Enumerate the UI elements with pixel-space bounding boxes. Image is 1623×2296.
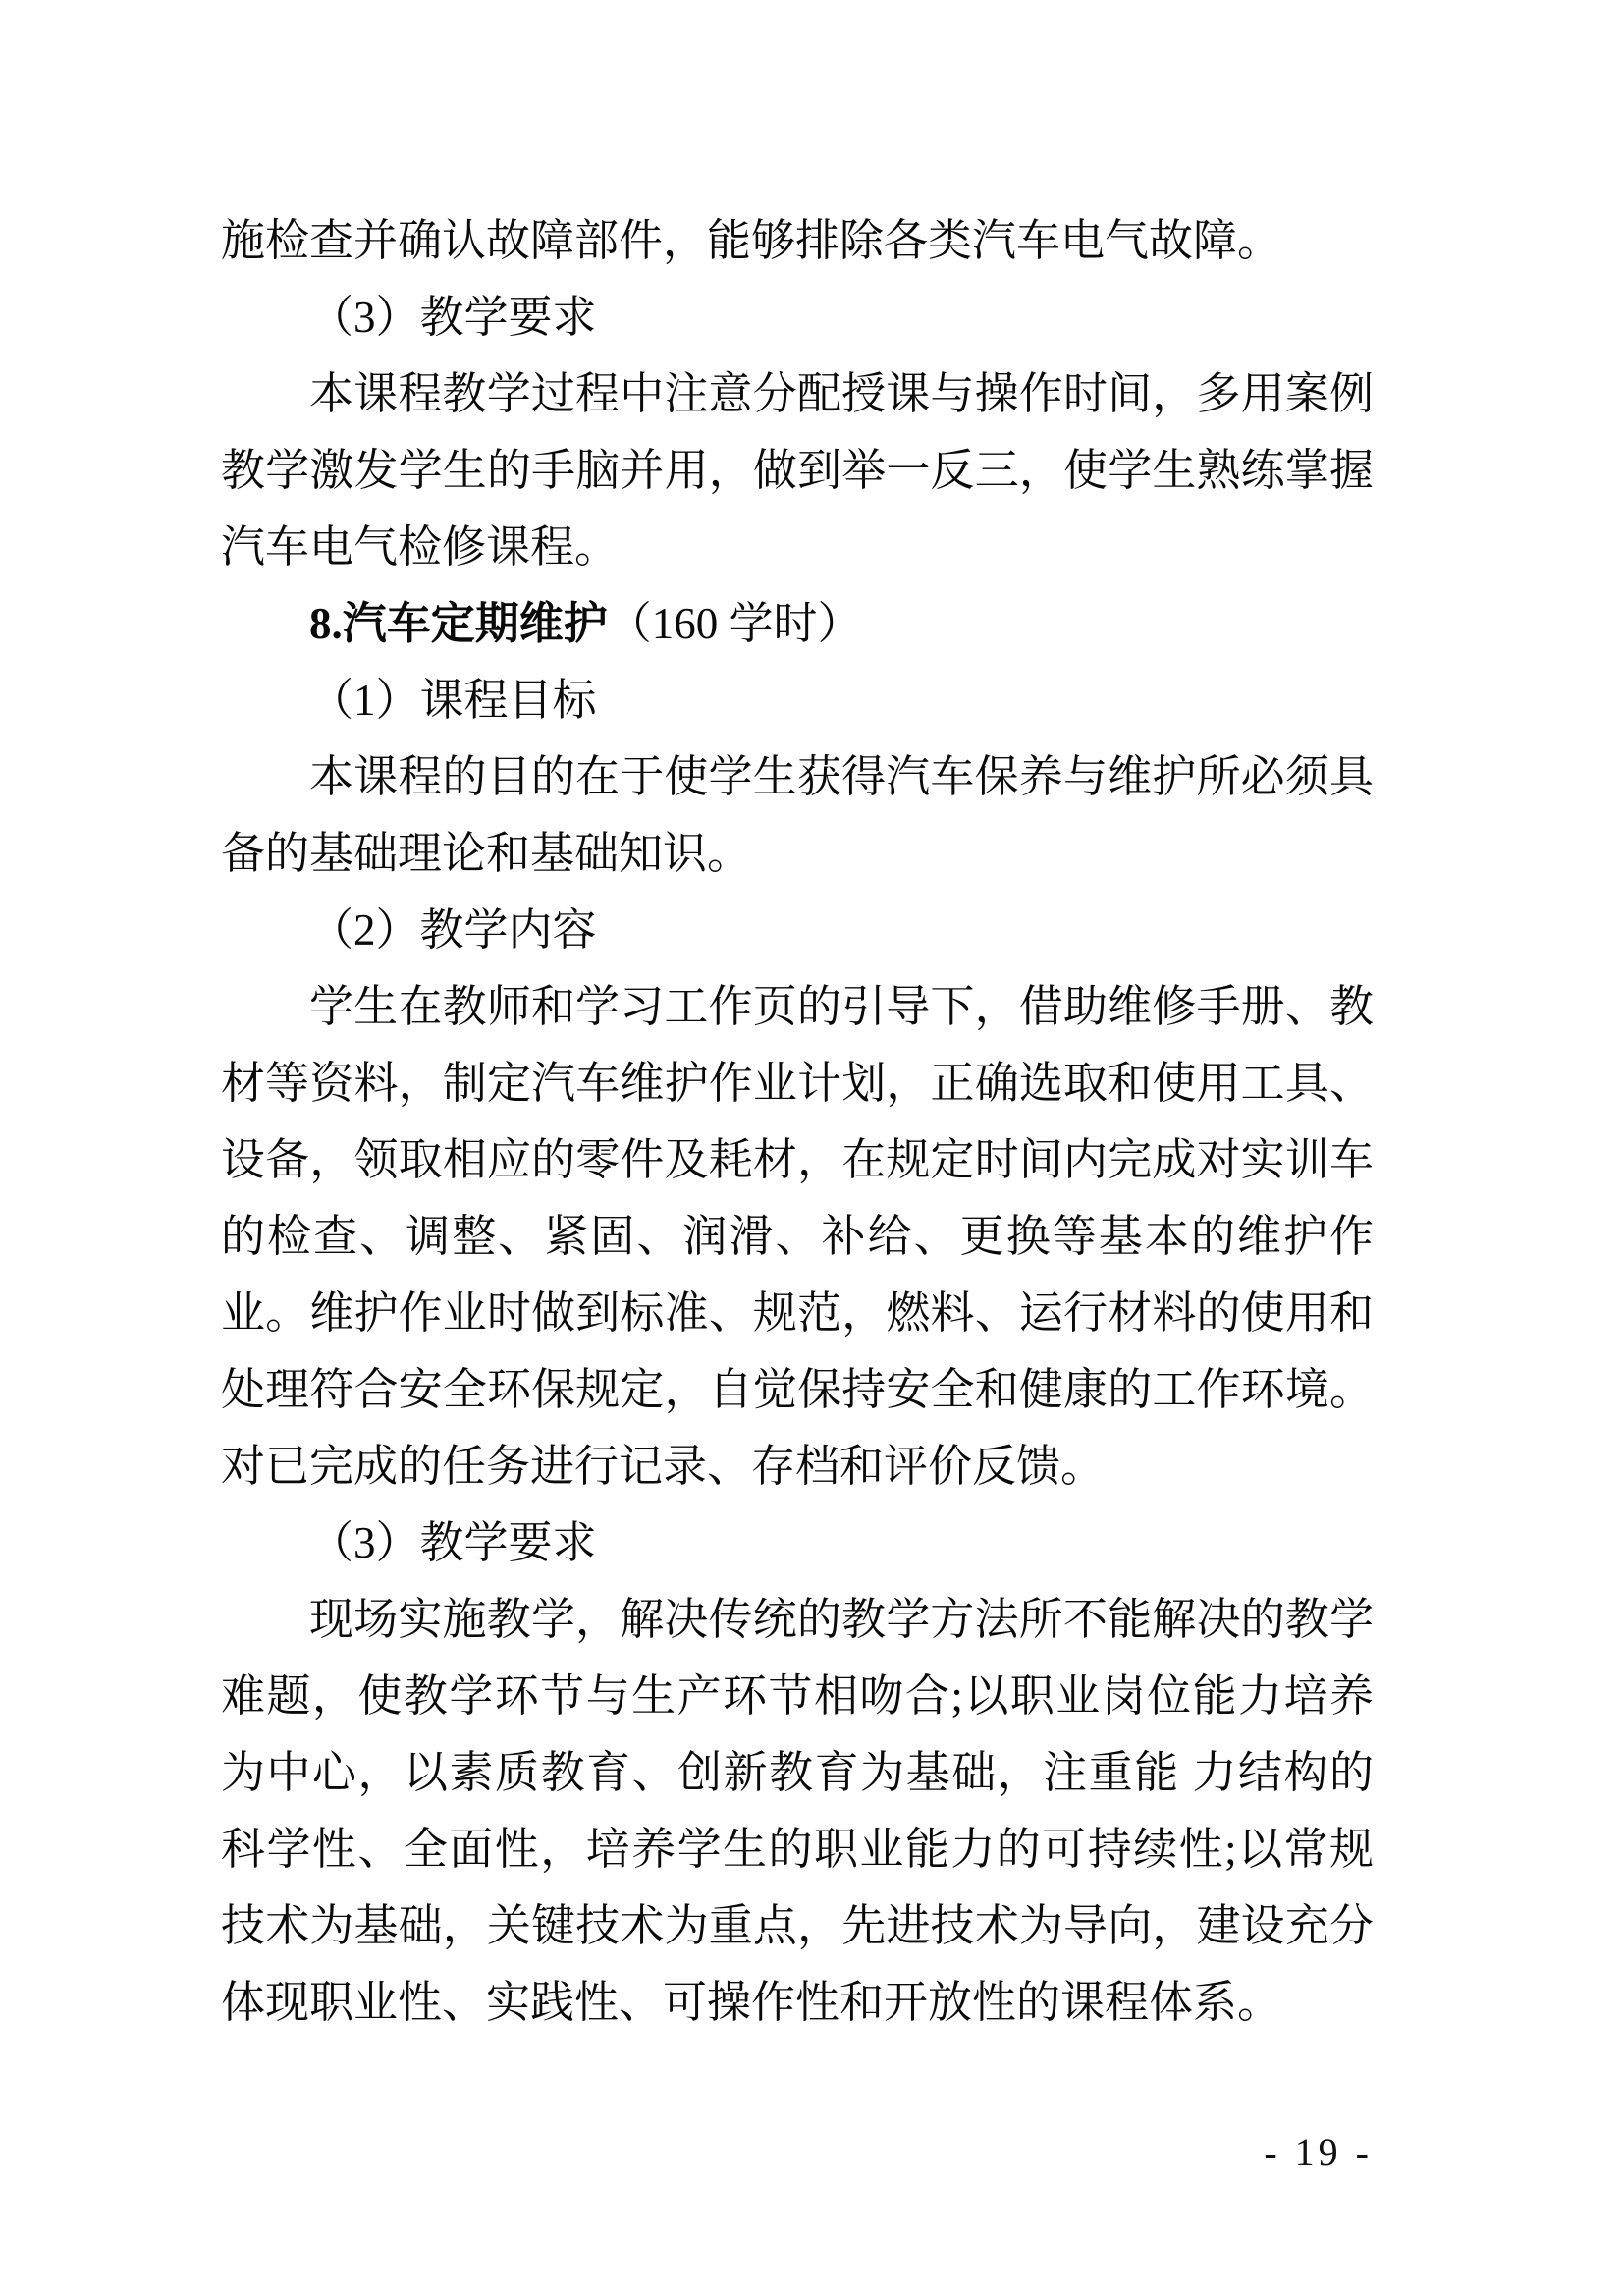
paragraph-course-goal-label: （1）课程目标 [309, 676, 597, 725]
paragraph-teaching-requirement-body: 本课程教学过程中注意分配授课与操作时间，多用案例教学激发学生的手脑并用，做到举一反三，使学生熟练掌握汽车电气检修课程。 [221, 369, 1374, 572]
paragraph-teaching-requirement-label: （3）教学要求 [309, 293, 597, 342]
paragraph-teaching-requirement2-body: 现场实施教学，解决传统的教学方法所不能解决的教学难题，使教学环节与生产环节相吻合;以职业岗位能力培养为中心，以素质教育、创新教育为基础，注重能 力结构的科学性、全面性，培养学生的职业能力的可持续性;以常规 技术为基础，关键技术为重点，先进技术为导向，建设充分体现职业性、实践性、可操作性和开放性的课程体系。 [221, 1595, 1374, 2027]
paragraph-course-goal-body: 本课程的目的在于使学生获得汽车保养与维护所必须具备的基础理论和基础知识。 [221, 752, 1374, 878]
paragraph-teaching-content-body: 学生在教师和学习工作页的引导下，借助维修手册、教材等资料，制定汽车维护作业计划，正确选取和使用工具、设备，领取相应的零件及耗材，在规定时间内完成对实训车的检查、调整、紧固、润滑、补给、更换等基本的维护作业。维护作业时做到标准、规范，燃料、运行材料的使用和处理符合安全环保规定，自觉保持安全和健康的工作环境。对已完成的任务进行记录、存档和评价反馈。 [221, 982, 1374, 1491]
paragraph-continuation: 施检查并确认故障部件，能够排除各类汽车电气故障。 [221, 216, 1282, 265]
section-heading-title: 8.汽车定期维护 [309, 599, 608, 648]
paragraph-teaching-content-label: （2）教学内容 [309, 905, 597, 955]
section-heading-hours: （160 学时） [607, 599, 862, 648]
paragraph-teaching-requirement2-label: （3）教学要求 [309, 1518, 597, 1567]
section-heading-course-8 [221, 585, 1374, 662]
document-body [221, 202, 1374, 2041]
page-number: - 19 - [1264, 2130, 1373, 2174]
